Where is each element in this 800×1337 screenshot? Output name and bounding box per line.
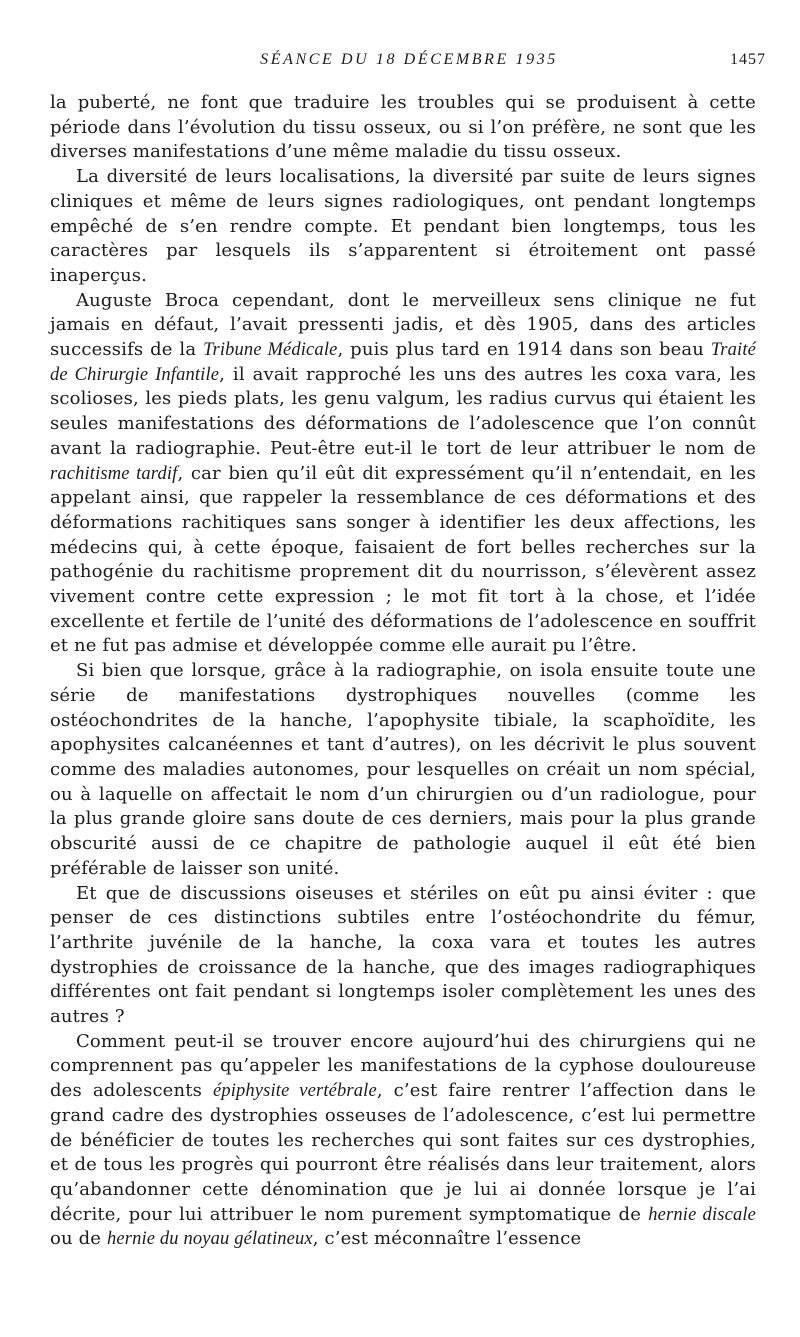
text-run: Et que de discussions oiseuses et stériles on eût pu ainsi éviter : que penser de ces distinctions subtiles entre l’ostéochondrite du fémur, l’arthrite juvénile de la hanche, la coxa vara et toutes les autres dystrophies de croissance de la hanche, que des images radiographiques différentes ont fait pendant si longtemps isoler complètement les unes des autres ? — [50, 882, 756, 1028]
text-run: Si bien que lorsque, grâce à la radiographie, on isola ensuite toute une série de manifestations dystrophiques nouvelles (comme les ostéochondrites de la hanche, l’apophysite tibiale, la scaphoïdite, les apophysites calcanéennes et tant d’autres), on les décrivit le plus souvent comme des maladies autonomes, pour lesquelles on créait un nom spécial, ou à laquelle on affectait le nom d’un chirurgien ou d’un radiologue, pour la plus grande gloire sans doute de ces derniers, mais pour la plus grande obscurité aussi de ce chapitre de pathologie auquel il eût été bien préférable de laisser son unité. — [50, 660, 756, 879]
running-title: SÉANCE DU 18 DÉCEMBRE 1935 — [260, 51, 558, 68]
italic-title-tribune-medicale: Tribune Médicale — [203, 340, 338, 361]
text-run: Auguste Broca cependant, dont le merveilleux sens clinique ne fut jamais en défaut, l’avait pressenti jadis, et dès 1905, dans des articles successifs de la — [50, 289, 756, 361]
italic-term-hernie-noyau: hernie du noyau gélatineux — [106, 1229, 313, 1250]
page-header — [52, 51, 766, 73]
body-text — [50, 91, 756, 1252]
text-run: , c’est méconnaître l’essence — [312, 1228, 582, 1250]
italic-term-rachitisme-tardif: rachitisme tardif — [50, 463, 178, 484]
page-number: 1457 — [730, 51, 766, 68]
text-run: , il avait rapproché les uns des autres les coxa vara, les scolioses, les pieds plats, les genu valgum, les radius curvus qui étaient les seules manifestations des déformations de l’adolescence que l’on connût avant la radiographie. Peut-être eut-il le tort de leur attribuer le nom de — [50, 363, 756, 459]
text-run: la puberté, ne font que traduire les troubles qui se produisent à cette période dans l’évolution du tissu osseux, ou si l’on préfère, ne sont que les diverses manifestations d’une même maladie du tissu osseux. — [50, 92, 756, 163]
italic-term-hernie-discale: hernie discale — [648, 1204, 757, 1225]
italic-title-traite: Traité de Chirurgie Infantile — [50, 340, 756, 385]
text-run: La diversité de leurs localisations, la diversité par suite de leurs signes cliniques et même de leurs signes radiologiques, ont pendant longtemps empêché de s’en rendre compte. Et pendant bien longtemps, tous les caractères par lesquels ils s’apparentent si étroitement ont passé inaperçus. — [50, 166, 756, 286]
paragraph-2 — [50, 165, 756, 289]
text-run: ou de — [50, 1228, 107, 1250]
paragraph-3 — [50, 289, 756, 660]
paragraph-6 — [50, 1030, 756, 1252]
paragraph-5 — [50, 882, 756, 1030]
paragraph-1 — [50, 91, 756, 165]
text-run: , car bien qu’il eût dit expressément qu’il n’entendait, en les appelant ainsi, que rappeler la ressemblance de ces déformations et des déformations rachitiques sans songer à identifier les deux affections, les médecins qui, à cette époque, faisaient de fort belles recherches sur la pathogénie du rachitisme proprement dit du nourrisson, s’élevèrent assez vivement contre cette expression ; le mot fit tort à la chose, et l’idée excellente et fertile de l’unité des déformations de l’adolescence en souffrit et ne fut pas admise et développée comme elle aurait pu l’être. — [50, 462, 756, 657]
text-run: Comment peut-il se trouver encore aujourd’hui des chirurgiens qui ne comprennent pas qu’appeler les manifestations de la cyphose douloureuse des adolescents — [50, 1030, 756, 1102]
paragraph-4 — [50, 659, 756, 881]
text-run: , c’est faire rentrer l’affection dans le grand cadre des dystrophies osseuses de l’adolescence, c’est lui permettre de bénéficier de toutes les recherches qui sont faites sur ces dystrophies, et de tous les progrès qui pourront être réalisés dans leur traitement, alors qu’abandonner cette dénomination que je lui ai donnée lorsque je l’ai décrite, pour lui attribuer le nom purement symptomatique de — [50, 1080, 756, 1225]
text-run: , puis plus tard en 1914 dans son beau — [337, 339, 711, 361]
italic-term-epiphysite-vertebrale: épiphysite vertébrale — [212, 1081, 377, 1102]
